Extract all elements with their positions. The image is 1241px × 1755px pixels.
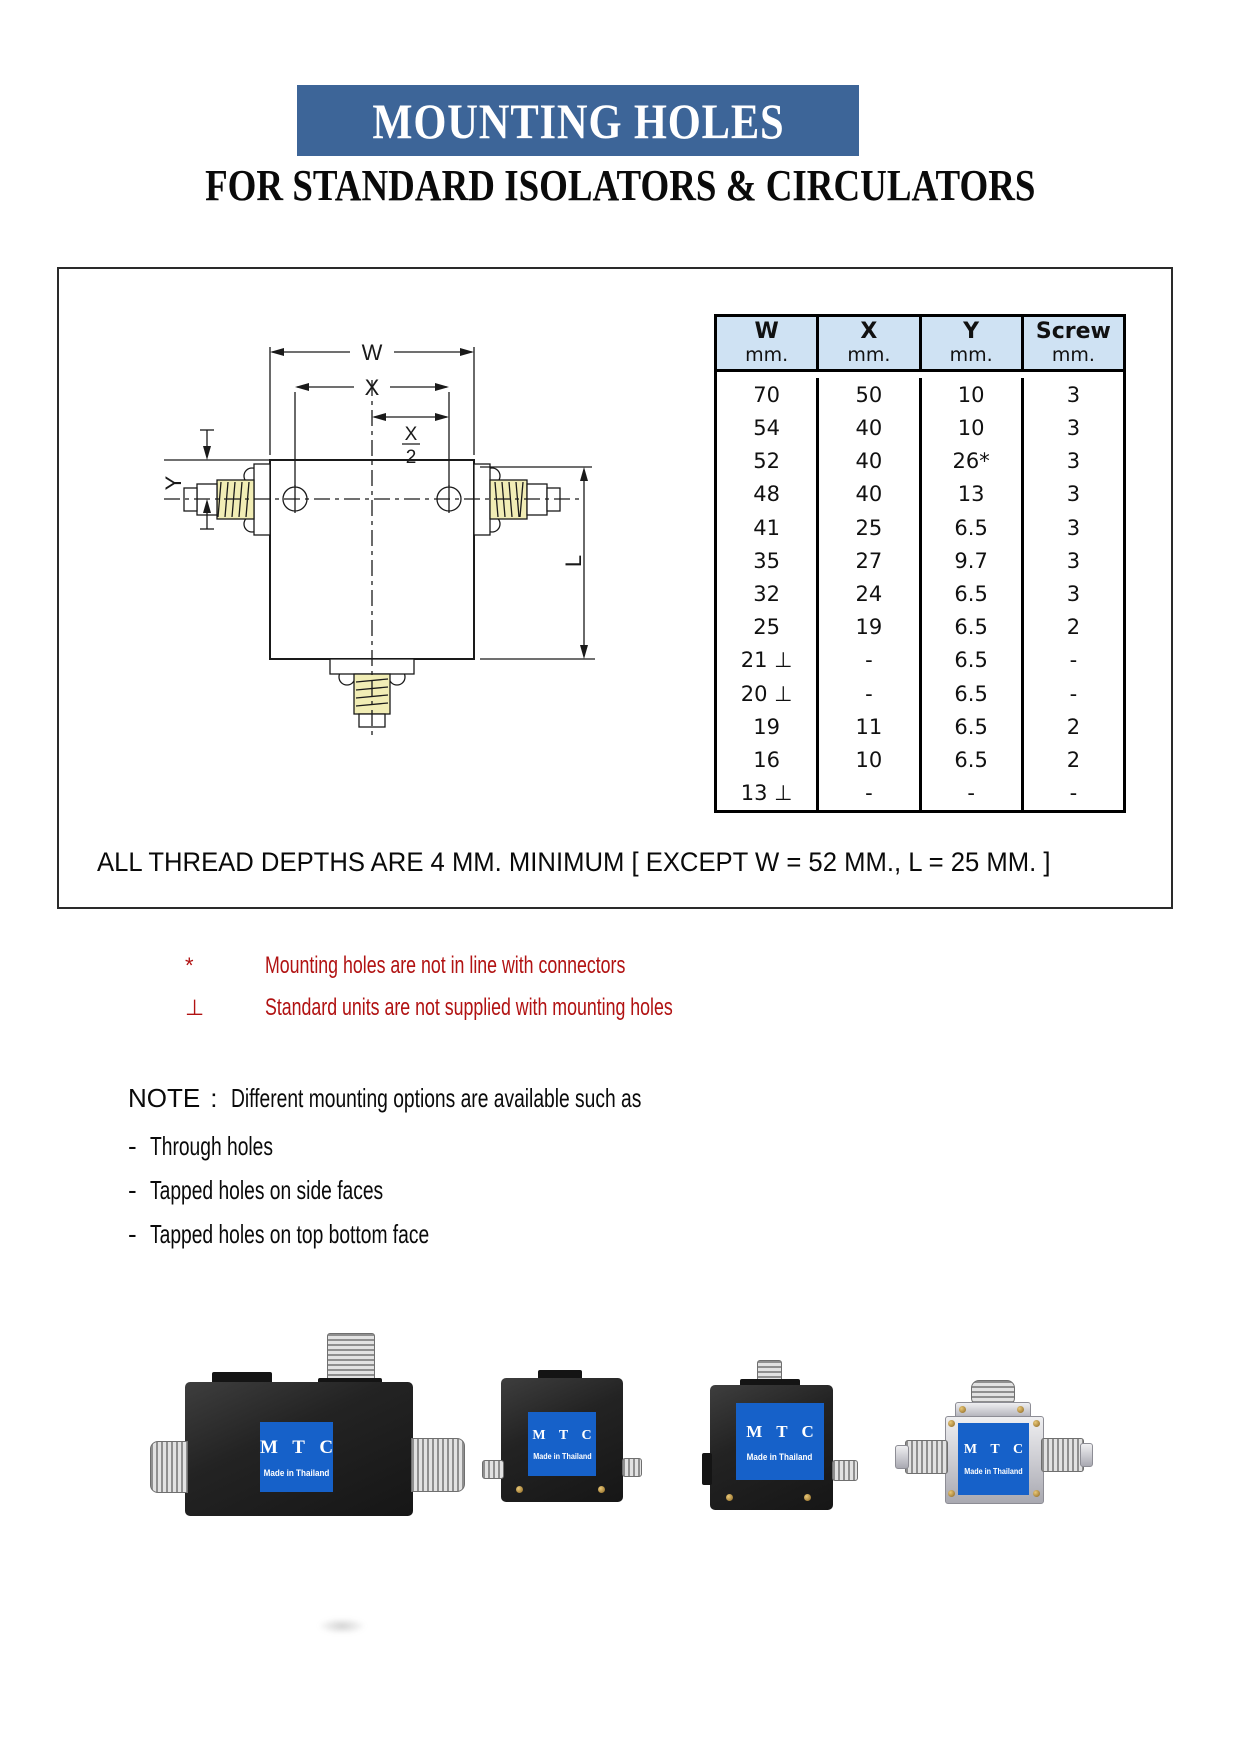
table-cell: 54 (717, 411, 819, 444)
screw-icon (1033, 1490, 1040, 1497)
column-unit: mm. (847, 344, 891, 366)
table-row (717, 710, 1123, 743)
brand-text: M T C (259, 1436, 339, 1458)
sma-connector-right-icon (622, 1458, 642, 1477)
table-cell: 16 (717, 744, 819, 777)
origin-text: Made in Thailand (964, 1467, 1023, 1476)
note-block (128, 1083, 786, 1256)
table-row (717, 478, 1123, 511)
table-cell: 2 (1066, 615, 1081, 640)
column-header-x (819, 317, 921, 369)
table-cell: 32 (717, 577, 819, 610)
table-cell: 3 (1066, 449, 1081, 474)
dimensions-table (714, 314, 1126, 813)
side-tab (702, 1453, 712, 1485)
table-cell: 10 (922, 378, 1024, 411)
table-cell: 24 (819, 577, 921, 610)
table-cell: 25 (819, 511, 921, 544)
table-cell: 3 (1066, 382, 1081, 407)
note-item-bullet: - (128, 1130, 137, 1161)
origin-text: Made in Thailand (532, 1451, 592, 1461)
footnote-text: Mounting holes are not in line with connectors (265, 952, 626, 979)
column-header-y (922, 317, 1024, 369)
table-row (717, 744, 1123, 777)
table-cell: 13 (922, 478, 1024, 511)
note-heading (128, 1083, 786, 1114)
table-row (717, 544, 1123, 577)
table-cell: 50 (819, 378, 921, 411)
screw-icon (1017, 1406, 1024, 1413)
table-cell: - (1069, 648, 1078, 673)
table-row (717, 411, 1123, 444)
sma-connector-right-icon (1041, 1438, 1084, 1472)
table-cell: 27 (819, 544, 921, 577)
mtc-label (958, 1423, 1029, 1495)
product-photo-top-sma-isolator (700, 1358, 865, 1513)
table-cell: - (819, 644, 921, 677)
table-cell: 11 (819, 710, 921, 743)
dim-label-x: X (364, 375, 380, 400)
table-cell: 10 (922, 411, 1024, 444)
table-cell: 40 (819, 444, 921, 477)
dim-label-x-half-num: X (404, 424, 418, 445)
table-cell: 3 (1066, 482, 1081, 507)
screw-icon (959, 1406, 966, 1413)
footnotes (185, 952, 816, 1036)
table-cell: 10 (819, 744, 921, 777)
dim-label-y: Y (161, 475, 186, 491)
thread-depth-note-text: ALL THREAD DEPTHS ARE 4 MM. MINIMUM [ EXCEPT W = 52 MM., L = 25 MM. ] (97, 847, 1051, 877)
table-row (717, 511, 1123, 544)
table-row (717, 677, 1123, 710)
footnote-text: Standard units are not supplied with mounting holes (265, 994, 673, 1021)
column-header-w (717, 317, 819, 369)
sma-connector-right-icon (832, 1460, 858, 1481)
table-cell: 6.5 (922, 744, 1024, 777)
sma-connector-left-icon (482, 1460, 504, 1479)
screw-icon (948, 1490, 955, 1497)
table-cell: 9.7 (922, 544, 1024, 577)
table-cell: 40 (819, 478, 921, 511)
table-cell: 13 ⊥ (717, 777, 819, 810)
note-item-text: Tapped holes on side faces (150, 1174, 384, 1205)
dim-label-w: W (361, 340, 383, 365)
table-header-row (717, 317, 1123, 372)
table-row (717, 611, 1123, 644)
table-cell: 6.5 (922, 710, 1024, 743)
table-cell: 6.5 (922, 511, 1024, 544)
note-item-bullet: - (128, 1218, 137, 1249)
table-cell: - (819, 677, 921, 710)
table-cell: 35 (717, 544, 819, 577)
table-row (717, 644, 1123, 677)
table-cell: 3 (1066, 515, 1081, 540)
screw-icon (948, 1420, 955, 1427)
dim-label-l: L (561, 554, 586, 568)
mtc-label (528, 1412, 596, 1476)
sma-tip-right (1080, 1443, 1093, 1467)
table-cell: 6.5 (922, 644, 1024, 677)
n-connector-right-icon (411, 1438, 465, 1492)
column-label: X (860, 319, 878, 344)
n-connector-left-icon (150, 1441, 188, 1493)
table-cell: 70 (717, 378, 819, 411)
screw-icon (804, 1494, 811, 1501)
brand-text: M T C (746, 1421, 819, 1441)
note-label: NOTE (128, 1083, 201, 1113)
table-cell: 25 (717, 611, 819, 644)
table-cell: 19 (819, 611, 921, 644)
page-subtitle (0, 160, 1241, 211)
brand-text: M T C (963, 1442, 1029, 1457)
table-cell: 52 (717, 444, 819, 477)
note-items (128, 1124, 786, 1256)
footnote-row (185, 952, 816, 994)
column-label: Screw (1035, 319, 1111, 344)
screw-icon (516, 1486, 523, 1493)
product-photo-metal-circulator (895, 1378, 1091, 1508)
title-banner (297, 85, 859, 156)
table-cell: - (1069, 781, 1078, 806)
note-item (128, 1124, 786, 1168)
screw-icon (598, 1486, 605, 1493)
table-cell: 2 (1066, 714, 1081, 739)
note-item (128, 1168, 786, 1212)
mounting-dimension-drawing (122, 302, 602, 772)
table-cell: 41 (717, 511, 819, 544)
dim-label-x-half-den: 2 (405, 447, 417, 468)
note-item-text: Tapped holes on top bottom face (150, 1218, 430, 1249)
product-photo-medium-isolator (480, 1368, 642, 1508)
footnote-row (185, 994, 816, 1036)
brand-text: M T C (532, 1427, 597, 1443)
table-cell: 2 (1066, 748, 1081, 773)
column-label: W (754, 319, 779, 344)
note-heading-text: Different mounting options are available such as (231, 1083, 642, 1113)
table-row (717, 378, 1123, 411)
photo-shadow-smudge (318, 1618, 366, 1634)
table-cell: 48 (717, 478, 819, 511)
table-cell: 19 (717, 710, 819, 743)
product-photo-large-isolator (150, 1328, 470, 1528)
sma-connector-left-icon (905, 1440, 948, 1474)
mtc-label (736, 1403, 824, 1480)
table-cell: 3 (1066, 548, 1081, 573)
column-label: Y (963, 319, 980, 344)
note-item-text: Through holes (150, 1130, 274, 1161)
page-subtitle-text: FOR STANDARD ISOLATORS & CIRCULATORS (205, 161, 1036, 210)
footnote-symbol: ⊥ (185, 995, 205, 1020)
table-row (717, 444, 1123, 477)
mtc-label (259, 1422, 339, 1492)
table-cell: - (1069, 681, 1078, 706)
column-unit: mm. (745, 344, 789, 366)
table-cell: 6.5 (922, 611, 1024, 644)
origin-text: Made in Thailand (747, 1451, 813, 1462)
page-title: MOUNTING HOLES (371, 92, 785, 149)
sma-tip-left (895, 1445, 909, 1469)
origin-text: Made in Thailand (263, 1467, 330, 1478)
table-cell: 6.5 (922, 677, 1024, 710)
note-item-bullet: - (128, 1174, 137, 1205)
footnote-symbol: * (185, 953, 194, 978)
thread-depth-note (97, 847, 1101, 878)
table-row (717, 577, 1123, 610)
table-cell: - (819, 777, 921, 810)
table-cell: 3 (1066, 582, 1081, 607)
screw-icon (726, 1494, 733, 1501)
note-item (128, 1212, 786, 1256)
column-header-screw (1024, 317, 1123, 369)
column-unit: mm. (949, 344, 993, 366)
table-cell: 3 (1066, 415, 1081, 440)
table-cell: - (922, 777, 1024, 810)
table-cell: 21 ⊥ (717, 644, 819, 677)
table-cell: 6.5 (922, 577, 1024, 610)
spec-box (57, 267, 1173, 909)
table-cell: 26* (922, 444, 1024, 477)
table-cell: 20 ⊥ (717, 677, 819, 710)
table-cell: 40 (819, 411, 921, 444)
note-separator: : (210, 1083, 218, 1113)
column-unit: mm. (1051, 344, 1095, 366)
dimensions-table-body (717, 372, 1123, 810)
table-row (717, 777, 1123, 810)
screw-icon (1033, 1420, 1040, 1427)
